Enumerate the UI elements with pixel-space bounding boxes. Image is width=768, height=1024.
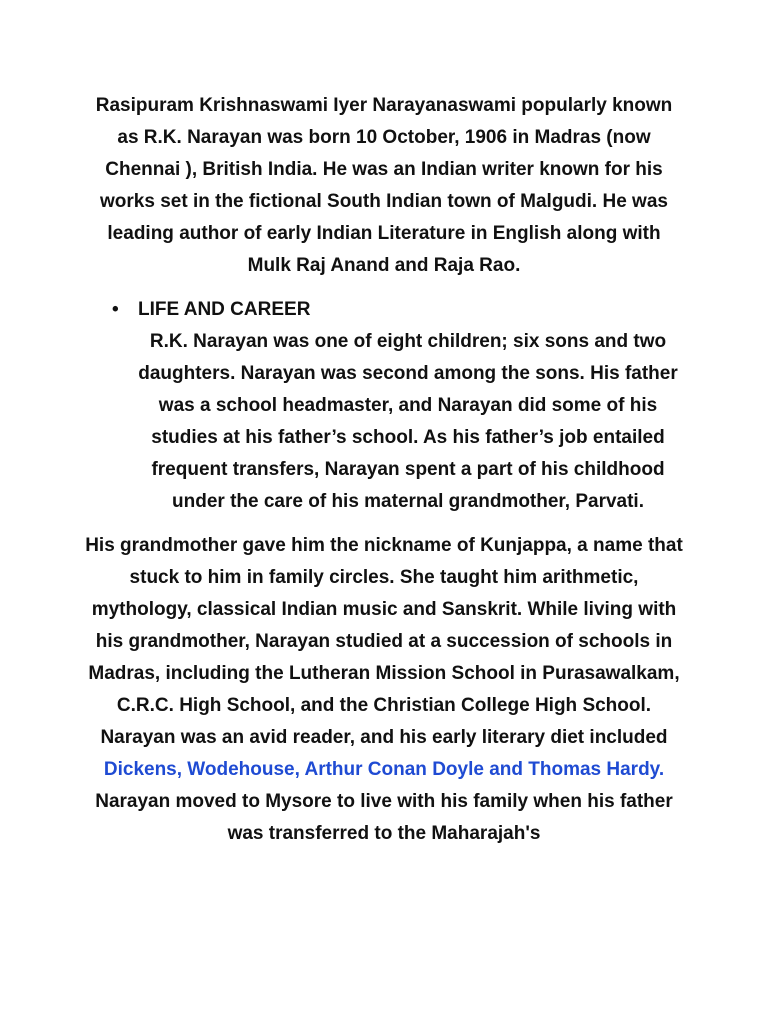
authors-link[interactable]: Dickens, Wodehouse, Arthur Conan Doyle and Thomas Hardy. [103, 759, 665, 780]
intro-paragraph: Rasipuram Krishnaswami Iyer Narayanaswami popularly known as R.K. Narayan was born 10 October, 1906 in Madras (now Chennai ), British India. He was an Indian writer known for his works set in the fictional South Indian town of Malgudi. He was leading author of early Indian Literature in English along with Mulk Raj Anand and Raja Rao. [95, 95, 673, 276]
section-heading [0, 294, 768, 326]
life-and-career-paragraph: R.K. Narayan was one of eight children; six sons and two daughters. Narayan was second among the sons. His father was a school headmaster, and Narayan did some of his studies at his father’s school. As his father’s job entailed frequent transfers, Narayan spent a part of his childhood under the care of his maternal grandmother, Parvati. [138, 331, 678, 512]
grandmother-text-start: His grandmother gave him the nickname of Kunjappa, a name that stuck to him in family circles. She taught him arithmetic, mythology, classical Indian music and Sanskrit. While living with his grandmother, Narayan studied at a succession of schools in Madras, including the Lutheran Mission School in Purasawalkam, C.R.C. High School, and the Christian College High School. Narayan was an avid reader, and his early literary diet included [85, 535, 683, 748]
grandmother-text-end: Narayan moved to Mysore to live with his family when his father was transferred to the Maharajah's [95, 791, 673, 844]
life-and-career-section [0, 294, 768, 518]
section-heading-text: LIFE AND CAREER [138, 299, 311, 320]
grandmother-paragraph [84, 530, 684, 850]
bullet-icon: • [112, 299, 119, 320]
